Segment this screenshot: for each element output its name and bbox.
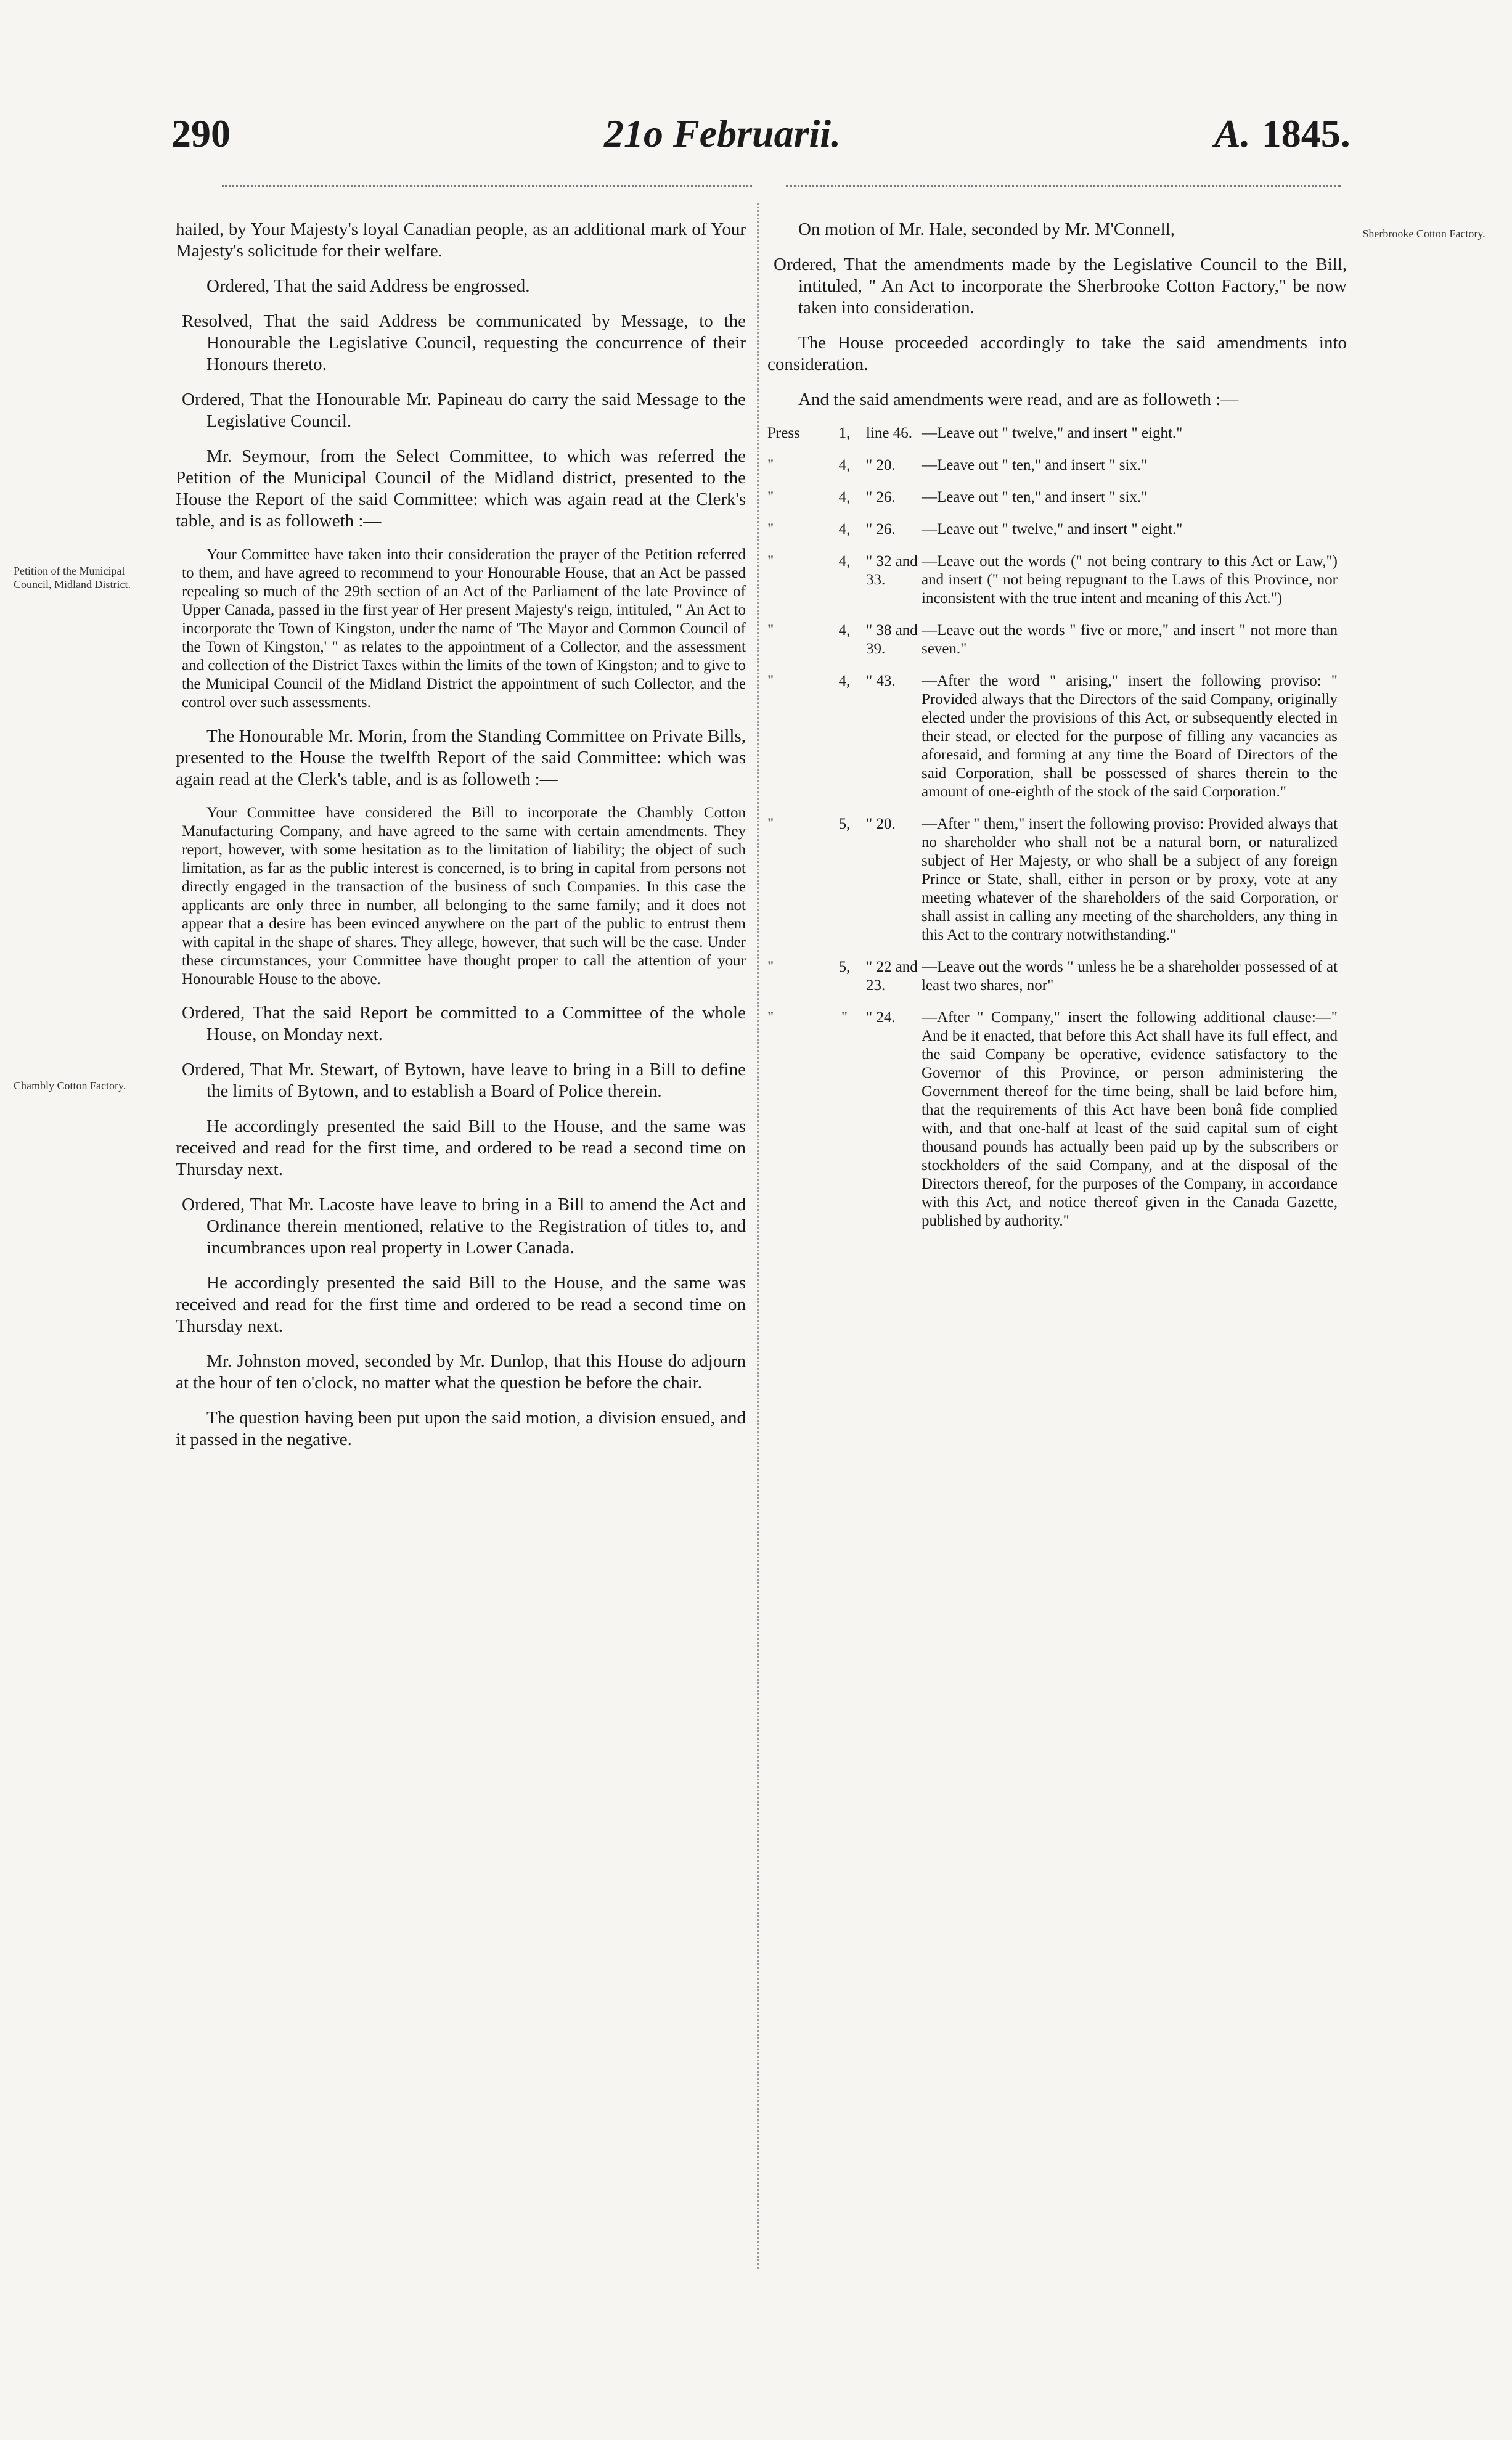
paragraph: On motion of Mr. Hale, seconded by Mr. M'Connell, [798, 219, 1175, 239]
amendment-row [767, 424, 1338, 456]
paragraph: Ordered, That the amendments made by the Legislative Council to the Bill, intituled, " An Act to incorporate the Sherbrooke Cotton Factory," be now taken into consideration. [774, 255, 1347, 317]
amendment-press: " [767, 1009, 774, 1026]
paragraph: Ordered, That the Honourable Mr. Papineau do carry the said Message to the Legislative Council. [182, 390, 746, 431]
amendment-row [767, 456, 1338, 488]
paragraph: He accordingly presented the said Bill to the House, and the same was received and read for the first time, and ordered to be read a second time on Thursday next. [176, 1116, 746, 1179]
paragraph: Ordered, That Mr. Stewart, of Bytown, have leave to bring in a Bill to define the limits of Bytown, and to establish a Board of Police therein. [182, 1060, 746, 1101]
header-rule-left [222, 185, 752, 187]
amendment-number: 5, [838, 816, 851, 832]
amendment-text: —Leave out " twelve," and insert " eight." [922, 521, 1183, 538]
amendment-press: " [767, 521, 774, 538]
committee-report: Your Committee have taken into their consideration the prayer of the Petition referred to them, and have agreed to recommend to your Honourable House, that an Act be passed repealing so much of the 29th section of an Act of the Parliament of the late Province of Upper Canada, passed in the first year of Her present Majesty's reign, intituled, " An Act to incorporate the Town of Kingston, under the name of 'The Mayor and Common Council of the Town of Kingston,' " as relates to the appointment of a Collector, and the assessment and collection of the District Taxes within the limits of the town of Kingston; and to give to the Municipal Council of the Midland District the appointment of such Collector, and the control over such assessments. [182, 546, 746, 711]
paragraph: hailed, by Your Majesty's loyal Canadian people, as an additional mark of Your Majesty's solicitude for their welfare. [176, 219, 746, 261]
paragraph: Ordered, That the said Address be engrossed. [206, 276, 530, 296]
margin-note-petition: Petition of the Municipal Council, Midland District. [14, 565, 131, 591]
paragraph: Mr. Seymour, from the Select Committee, to which was referred the Petition of the Municipal Council of the Midland district, presented to the House the Report of the said Committee: which was again read at the Clerk's table, and is as followeth :— [176, 446, 746, 531]
amendment-press: " [767, 673, 774, 689]
amendment-press: " [767, 489, 774, 506]
paragraph: The Honourable Mr. Morin, from the Standing Committee on Private Bills, presented to the House the twelfth Report of the said Committee: which was again read at the Clerk's table, and is as followeth :— [176, 726, 746, 789]
committee-report: Your Committee have considered the Bill to incorporate the Chambly Cotton Manufacturing Company, and have agreed to the same with certain amendments. They report, however, with some hesitation as to the limitation of liability; the object of such limitation, as far as the public interest is concerned, is to bring in capital from persons not directly engaged in the transaction of the business of such Companies. In this case the applicants are only three in number, all belonging to the same family; and it does not appear that a desire has been evinced anywhere on the part of the public to entrust them with capital in the shape of shares. They allege, however, that such will be the case. Under these circumstances, your Committee have thought proper to call the attention of your Honourable House to the above. [182, 804, 746, 988]
year-prefix: A. [1214, 112, 1251, 155]
paragraph: The House proceeded accordingly to take the said amendments into consideration. [767, 333, 1347, 374]
amendment-text: —Leave out " ten," and insert " six." [922, 489, 1148, 506]
amendment-text: —Leave out the words " five or more," and insert " not more than seven." [922, 622, 1338, 657]
amendment-text: —After " Company," insert the following additional clause:—" And be it enacted, that before this Act shall have its full effect, and the said Company be operative, evidence satisfactory to the Governor of this Province, or person administering the Government thereof for the time being, shall be laid before him, that the requirements of this Act have been bonâ fide complied with, and that one-half at least of the said capital sum of eight thousand pounds has actually been paid up by the subscribers or stockholders of the said Company, and at the disposal of the Directors thereof, for the purposes of the Company, in accordance with this Act, and notice thereof given in the Canada Gazette, published by authority." [922, 1009, 1338, 1229]
amendment-press: " [767, 622, 774, 639]
amendment-row [767, 815, 1338, 958]
left-column [176, 219, 746, 1464]
amendment-number: 4, [838, 521, 851, 538]
paragraph: Mr. Johnston moved, seconded by Mr. Dunlop, that this House do adjourn at the hour of ten o'clock, no matter what the question be before the chair. [176, 1351, 746, 1393]
margin-note-chambly: Chambly Cotton Factory. [14, 1079, 126, 1092]
amendment-line: " 43. [866, 673, 896, 689]
amendment-press: " [767, 457, 774, 473]
amendment-row [767, 958, 1338, 1009]
amendment-number: " [841, 1009, 848, 1026]
amendment-number: 1, [838, 425, 851, 441]
amendment-row [767, 672, 1338, 815]
column-divider [757, 203, 759, 2269]
amendment-row [767, 621, 1338, 672]
page-header [0, 111, 1512, 166]
amendment-press: " [767, 816, 774, 832]
amendment-press: " [767, 553, 774, 570]
paragraph: And the said amendments were read, and are as followeth :— [798, 390, 1239, 409]
paragraph: He accordingly presented the said Bill to the House, and the same was received and read for the first time and ordered to be read a second time on Thursday next. [176, 1273, 746, 1336]
amendment-press: " [767, 959, 774, 975]
amendment-number: 5, [838, 959, 851, 975]
amendment-press: Press [767, 425, 800, 441]
year-value: 1845. [1261, 112, 1351, 155]
amendment-number: 4, [838, 622, 851, 639]
amendment-line: " 38 and 39. [866, 622, 918, 657]
amendment-text: —After the word " arising," insert the following proviso: " Provided always that the Directors of the said Company, originally elected under the provisions of this Act, or subsequently elected in their stead, or elected for the purpose of filling any vacancies as aforesaid, and forming at any time the Board of Directors of the said Corporation, shall be possessed of shares therein to the amount of one-eighth of the stock of the said Corporation." [922, 673, 1338, 800]
paragraph: Ordered, That the said Report be committed to a Committee of the whole House, on Monday next. [182, 1003, 746, 1044]
amendment-number: 4, [838, 673, 851, 689]
page-year [1214, 111, 1351, 157]
right-column [767, 219, 1347, 1244]
amendment-text: —After " them," insert the following proviso: Provided always that no shareholder who shall not be a natural born, or naturalized subject of Her Majesty, or who shall be a subject of any foreign Prince or State, shall, either in person or by proxy, vote at any meeting whatever of the shareholders of the said Corporation, or shall assist in calling any meeting of the shareholders, any thing in this Act to the contrary notwithstanding." [922, 816, 1338, 943]
amendment-text: —Leave out the words (" not being contrary to this Act or Law,") and insert (" not being repugnant to the Laws of this Province, nor inconsistent with the true intent and meaning of this Act.") [922, 553, 1338, 607]
paragraph: The question having been put upon the said motion, a division ensued, and it passed in the negative. [176, 1408, 746, 1449]
amendment-row [767, 488, 1338, 520]
amendments-table [767, 424, 1338, 1244]
amendment-line: " 32 and 33. [866, 553, 918, 588]
amendment-text: —Leave out the words " unless he be a shareholder possessed of at least two shares, nor" [922, 959, 1338, 994]
amendment-line: " 24. [866, 1009, 896, 1026]
amendment-row [767, 1009, 1338, 1244]
paragraph: Ordered, That Mr. Lacoste have leave to bring in a Bill to amend the Act and Ordinance therein mentioned, relative to the Registration of titles to, and incumbrances upon real property in Lower Canada. [182, 1195, 746, 1258]
amendment-line: " 26. [866, 521, 896, 538]
header-rule-right [786, 185, 1341, 187]
amendment-line: " 22 and 23. [866, 959, 918, 994]
amendment-line: " 26. [866, 489, 896, 506]
amendment-number: 4, [838, 553, 851, 570]
amendment-text: —Leave out " ten," and insert " six." [922, 457, 1148, 473]
amendment-row [767, 552, 1338, 621]
amendment-line: " 20. [866, 816, 896, 832]
amendment-line: line 46. [866, 425, 912, 441]
page-number: 290 [171, 112, 231, 155]
amendment-line: " 20. [866, 457, 896, 473]
amendment-number: 4, [838, 457, 851, 473]
page-date: 21o Februarii. [604, 112, 841, 155]
amendment-number: 4, [838, 489, 851, 506]
amendment-row [767, 520, 1338, 552]
margin-note-sherbrooke: Sherbrooke Cotton Factory. [1362, 227, 1485, 240]
amendment-text: —Leave out " twelve," and insert " eight." [922, 425, 1183, 441]
paragraph: Resolved, That the said Address be communicated by Message, to the Honourable the Legislative Council, requesting the concurrence of their Honours thereto. [182, 311, 746, 374]
